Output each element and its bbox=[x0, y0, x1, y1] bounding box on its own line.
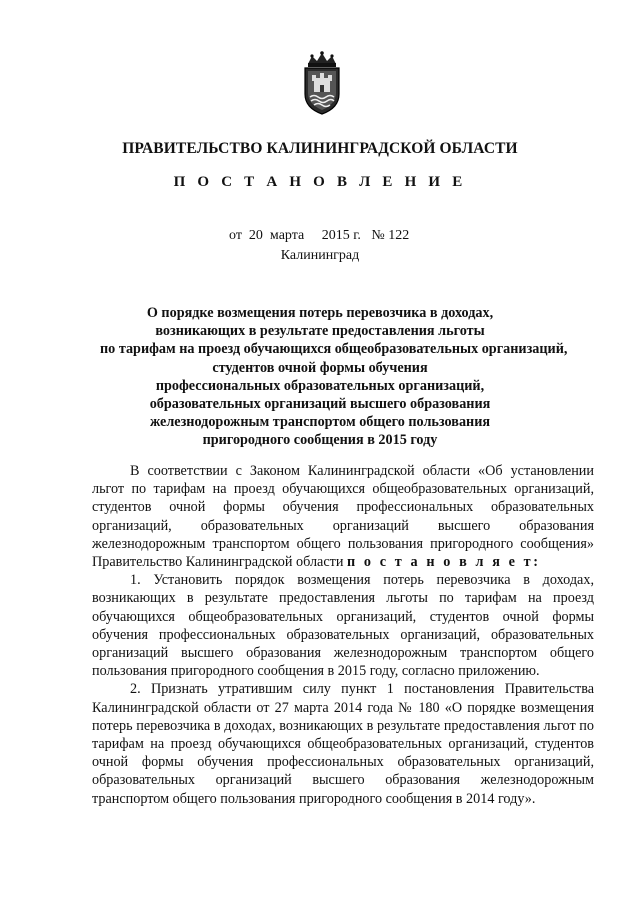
coat-of-arms-emblem bbox=[300, 50, 344, 116]
item-1-paragraph: 1. Установить порядок возмещения потерь перевозчика в доходах, возникающих в результате предоставления льготы по тарифам на проезд обучающихся общеобразовательных организаций, студентов очной формы обучения профессиональных образовательных организаций, образовательных организаций высшего образования железнодорожным транспортом общего пользования пригородного сообщения в 2015 году, согласно приложению. bbox=[92, 572, 594, 680]
decree-city: Калининград bbox=[280, 248, 360, 263]
government-title: ПРАВИТЕЛЬСТВО КАЛИНИНГРАДСКОЙ ОБЛАСТИ bbox=[122, 140, 518, 157]
decree-subject bbox=[100, 304, 568, 450]
subject-line: железнодорожным транспортом общего пользования bbox=[149, 414, 491, 431]
subject-line: образовательных организаций высшего образования bbox=[149, 396, 491, 413]
document-type-heading: П О С Т А Н О В Л Е Н И Е bbox=[173, 174, 467, 190]
preamble-text: В соответствии с Законом Калининградской области «Об установлении льгот по тарифам на проезд обучающихся общеобразовательных организаций, студентов очной формы обучения профессиональных образовательных организаций, образовательных организаций высшего образования железнодорожным транспортом общего пользования пригородного сообщения» Правительство Калининградской области bbox=[92, 463, 594, 571]
subject-line: студентов очной формы обучения bbox=[212, 359, 428, 376]
subject-line: пригородного сообщения в 2015 году bbox=[202, 432, 438, 449]
subject-line: профессиональных образовательных организаций, bbox=[155, 377, 485, 394]
decrees-word: п о с т а н о в л я е т: bbox=[346, 554, 541, 571]
decree-body bbox=[92, 462, 594, 808]
decree-date-number: от 20 марта 2015 г. № 122 bbox=[229, 228, 410, 243]
subject-line: О порядке возмещения потерь перевозчика в доходах, bbox=[146, 305, 494, 321]
subject-line: возникающих в результате предоставления льготы bbox=[155, 323, 485, 340]
item-2-paragraph: 2. Признать утратившим силу пункт 1 постановления Правительства Калининградской области от 27 марта 2014 года № 180 «О порядке возмещения потерь перевозчика в доходах, возникающих в результате предоставления льгот по тарифам на проезд обучающихся общеобразовательных организаций, студентов очной формы обучения профессиональных образовательных организаций, образовательных организаций высшего образования железнодорожным транспортом общего пользования пригородного сообщения в 2014 году». bbox=[92, 681, 594, 807]
subject-line: по тарифам на проезд обучающихся общеобразовательных организаций, bbox=[100, 341, 568, 358]
preamble-paragraph bbox=[92, 462, 594, 571]
